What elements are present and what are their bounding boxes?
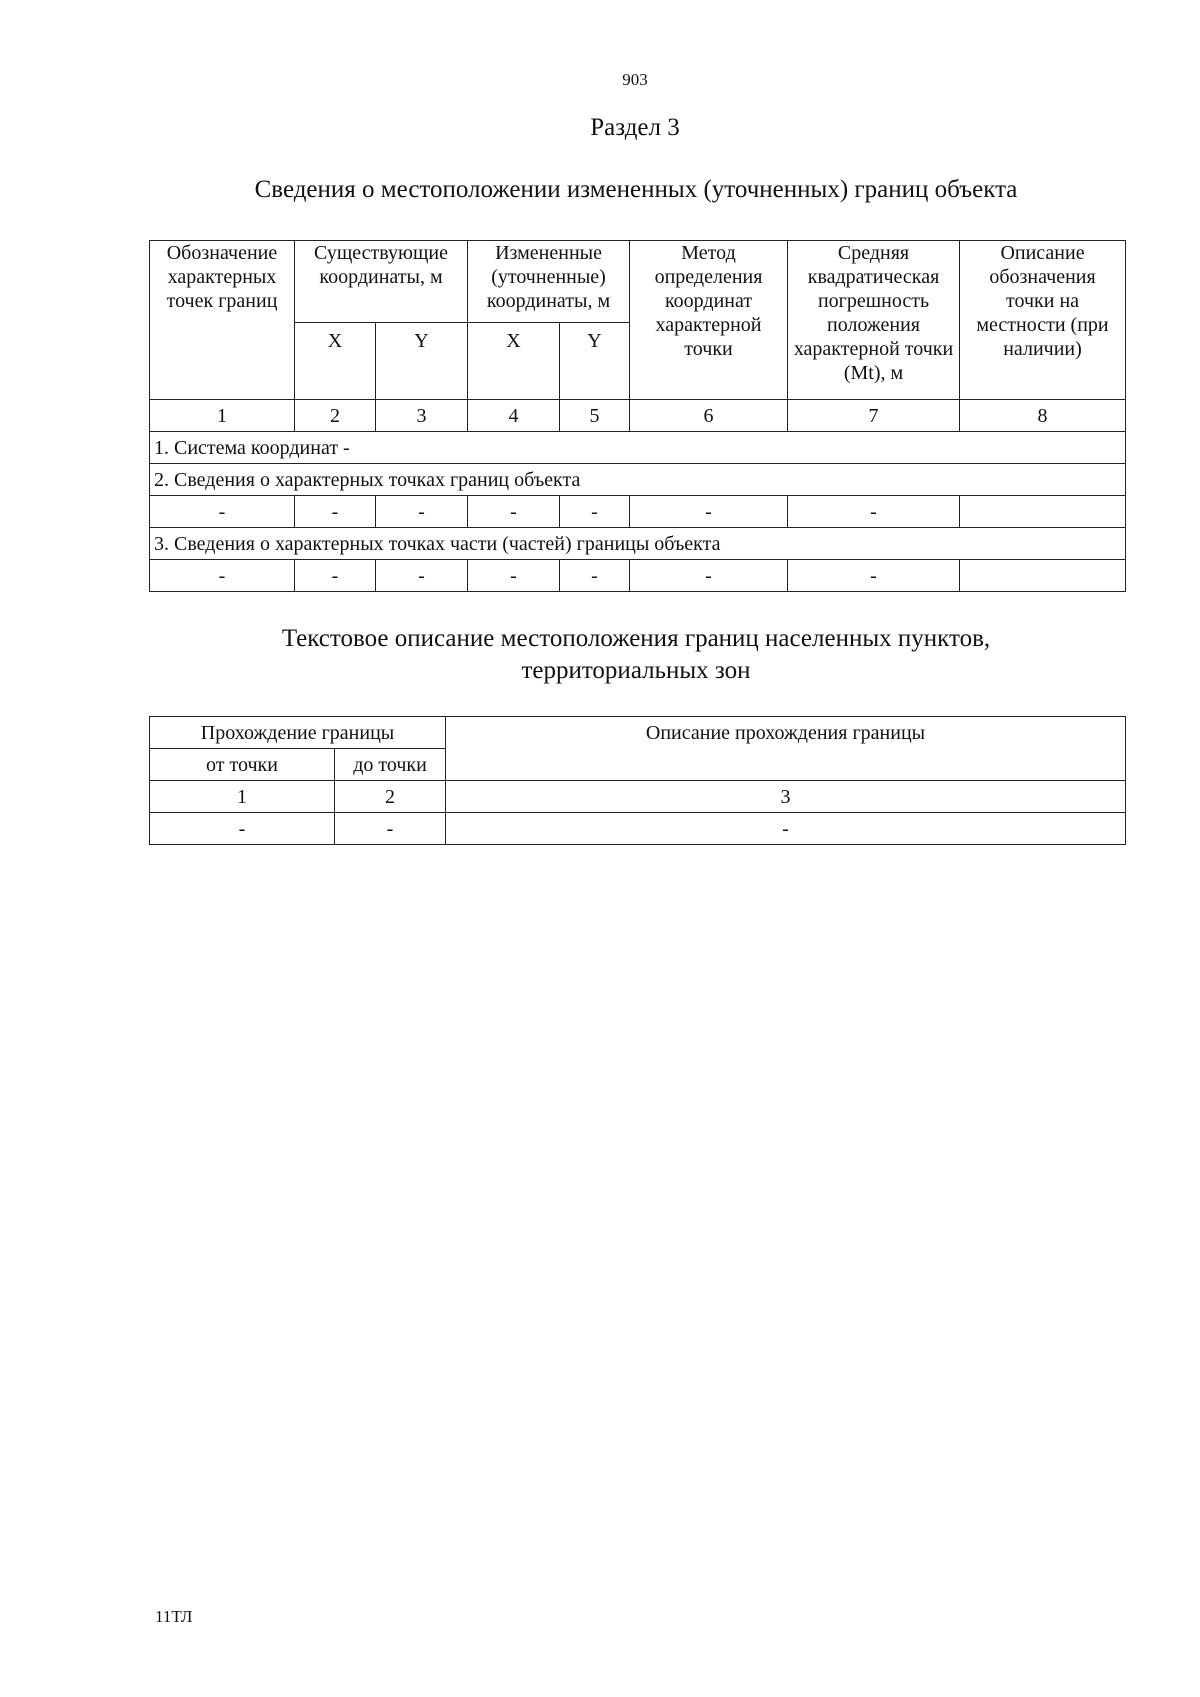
coordinate-system-row: 1. Система координат - xyxy=(150,432,1126,464)
table-cell: - xyxy=(630,560,788,592)
footer-code: 11ТЛ xyxy=(155,1607,193,1626)
header-point-description: Описание обозначения точки на местности (при наличии) xyxy=(960,241,1126,400)
heading-line: территориальных зон xyxy=(521,657,751,684)
section-2-row: 2. Сведения о характерных точках границ объекта xyxy=(150,464,1126,496)
header-passage-description: Описание прохождения границы xyxy=(446,717,1126,781)
header-changed-x: X xyxy=(468,323,560,400)
column-number: 1 xyxy=(150,400,295,432)
page-number: 903 xyxy=(622,70,648,89)
column-number: 5 xyxy=(560,400,630,432)
table-cell: - xyxy=(630,496,788,528)
header-method: Метод определения координат характерной точки xyxy=(630,241,788,400)
column-number: 6 xyxy=(630,400,788,432)
column-number: 3 xyxy=(446,781,1126,813)
table-cell xyxy=(960,496,1126,528)
boundary-info-heading: Сведения о местоположении измененных (уточненных) границ объекта xyxy=(254,176,1018,203)
table-cell: - xyxy=(150,813,335,845)
table-cell: - xyxy=(788,560,960,592)
header-existing-y: Y xyxy=(376,323,468,400)
column-number: 1 xyxy=(150,781,335,813)
table-cell: - xyxy=(335,813,446,845)
table-cell: - xyxy=(560,560,630,592)
header-point-designation: Обозначение характерных точек границ xyxy=(150,241,295,400)
column-number: 2 xyxy=(295,400,376,432)
column-number: 7 xyxy=(788,400,960,432)
column-number: 8 xyxy=(960,400,1126,432)
header-from-point: от точки xyxy=(150,749,335,781)
table-cell xyxy=(960,560,1126,592)
header-existing-x: X xyxy=(295,323,376,400)
column-number: 2 xyxy=(335,781,446,813)
table-cell: - xyxy=(468,496,560,528)
section-title: Раздел 3 xyxy=(590,114,680,141)
header-boundary-passage: Прохождение границы xyxy=(150,717,446,749)
table-cell: - xyxy=(468,560,560,592)
table-cell: - xyxy=(376,496,468,528)
table-cell: - xyxy=(376,560,468,592)
table-cell: - xyxy=(150,496,295,528)
column-number: 3 xyxy=(376,400,468,432)
text-description-heading xyxy=(148,623,1124,687)
table-cell: - xyxy=(295,560,376,592)
table-cell: - xyxy=(560,496,630,528)
header-existing-coordinates: Существующие координаты, м xyxy=(295,241,468,323)
header-changed-coordinates: Измененные (уточненные) координаты, м xyxy=(468,241,630,323)
table-cell: - xyxy=(295,496,376,528)
table-cell: - xyxy=(788,496,960,528)
header-changed-y: Y xyxy=(560,323,630,400)
table-cell: - xyxy=(446,813,1126,845)
boundary-description-table xyxy=(149,716,1126,845)
header-mean-error: Средняя квадратическая погрешность положения характерной точки (Mt), м xyxy=(788,241,960,400)
header-to-point: до точки xyxy=(335,749,446,781)
heading-line: Текстовое описание местоположения границ населенных пунктов, xyxy=(281,625,991,652)
column-number: 4 xyxy=(468,400,560,432)
table-cell: - xyxy=(150,560,295,592)
boundary-coordinates-table xyxy=(149,240,1126,592)
section-3-row: 3. Сведения о характерных точках части (частей) границы объекта xyxy=(150,528,1126,560)
